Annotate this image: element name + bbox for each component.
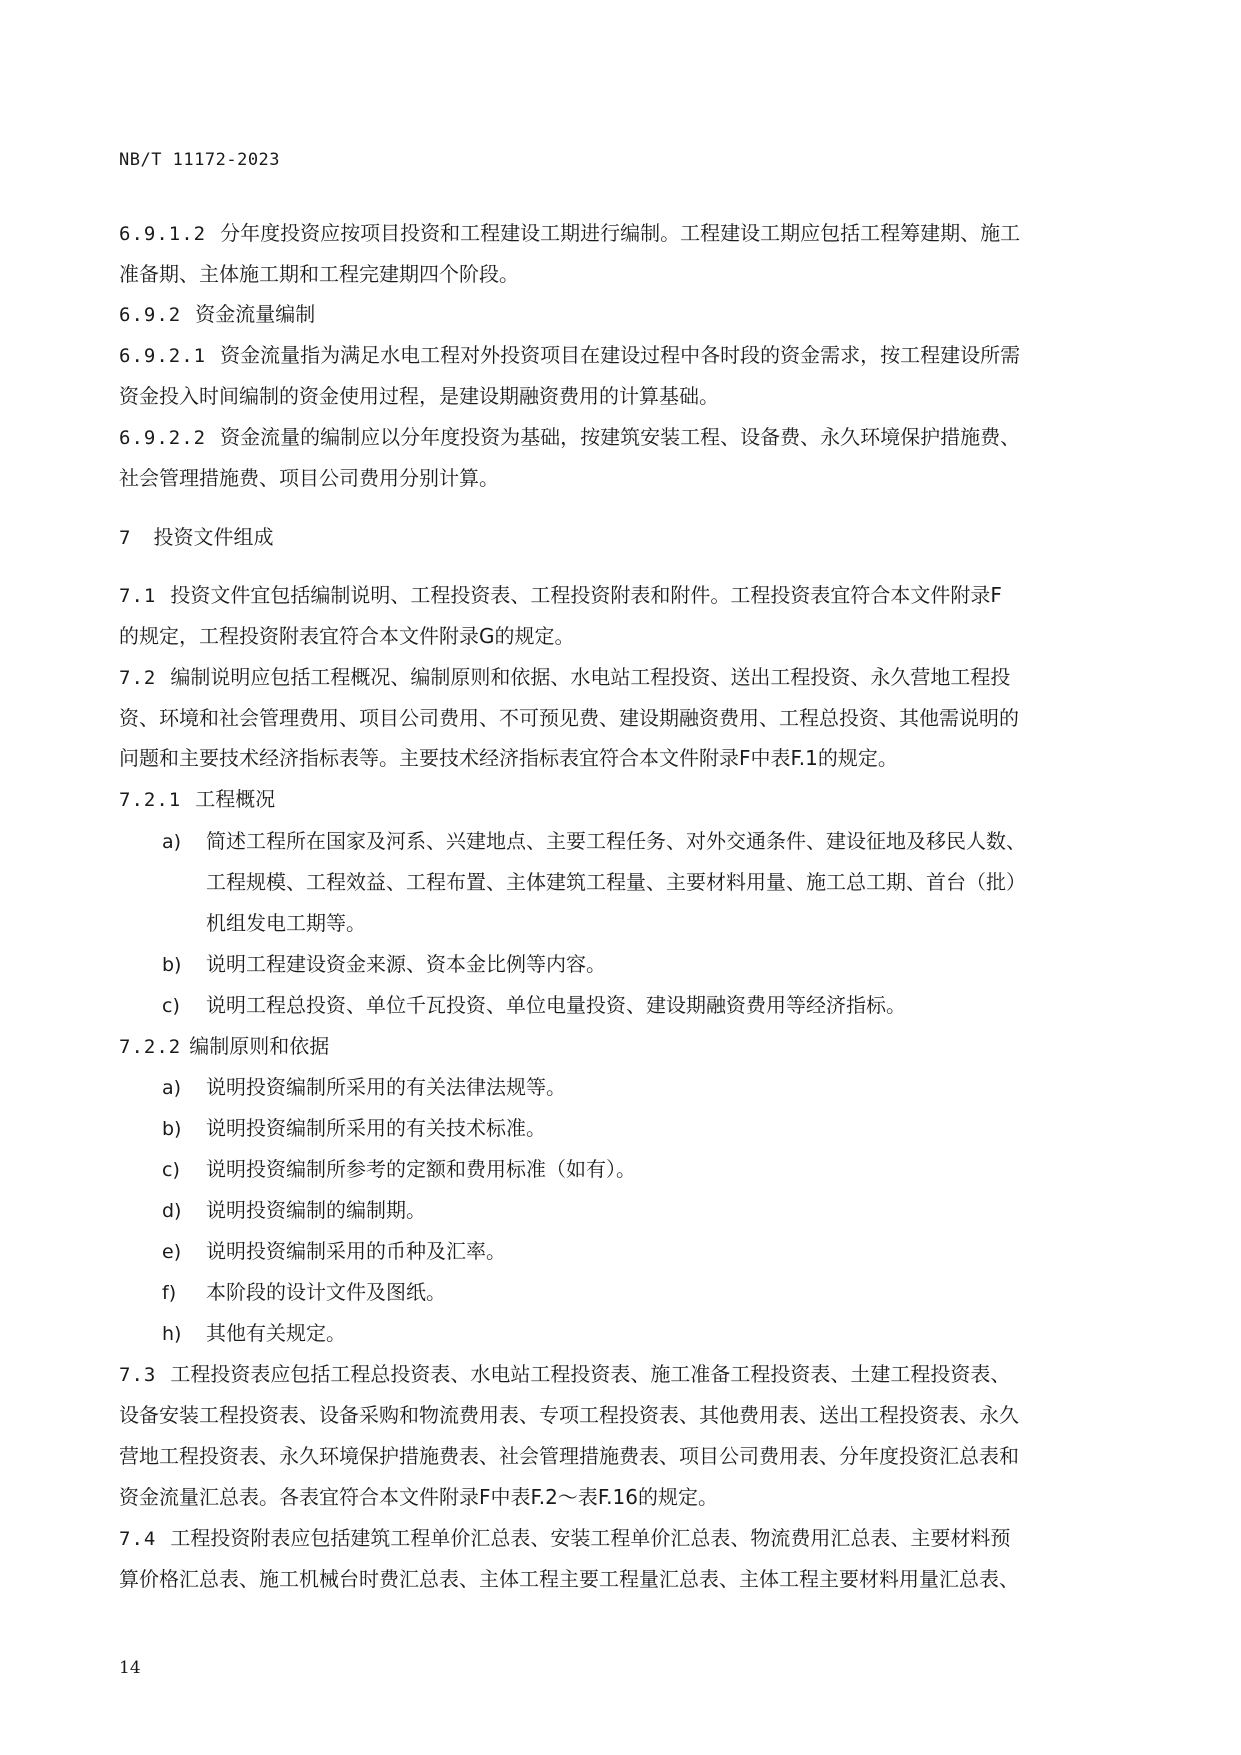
list-item-a-line-3	[206, 911, 366, 935]
clause-6-9-2-1-line-2	[119, 384, 719, 408]
list-marker: d)	[162, 1200, 182, 1222]
paragraph-text: 营地工程投资表、永久环境保护措施费表、社会管理措施费表、项目公司费用表、分年度投资汇总表和	[119, 1444, 1019, 1468]
heading-text: 投资文件组成	[153, 525, 274, 549]
clause-7-1-line-2	[119, 624, 575, 648]
paragraph-text: 投资文件宜包括编制说明、工程投资表、工程投资附表和附件。工程投资表宜符合本文件附录F	[170, 583, 1002, 607]
list-item-e	[162, 1239, 506, 1264]
clause-7-4-line-1	[119, 1526, 1010, 1551]
document-code-header: NB/T 11172-2023	[119, 150, 281, 170]
page-number: 14	[119, 1658, 141, 1678]
list-marker: a)	[162, 831, 182, 853]
paragraph-text: 设备安装工程投资表、设备采购和物流费用表、专项工程投资表、其他费用表、送出工程投资表、永久	[119, 1403, 1019, 1427]
clause-7-3-line-2	[119, 1403, 1019, 1427]
list-item-text: 说明投资编制所采用的有关法律法规等。	[206, 1075, 566, 1099]
list-item-a	[162, 1075, 566, 1100]
clause-6-9-2-2-line-2	[119, 466, 499, 490]
section-heading-7-2-2	[119, 1034, 329, 1059]
clause-6-9-2-2-line-1	[119, 425, 1020, 450]
paragraph-text: 资、环境和社会管理费用、项目公司费用、不可预见费、建设期融资费用、工程总投资、其他需说明的	[119, 706, 1019, 730]
paragraph-text: 编制说明应包括工程概况、编制原则和依据、水电站工程投资、送出工程投资、永久营地工程投	[170, 665, 1011, 689]
clause-number: 6.9.2.2	[119, 427, 207, 449]
list-marker: c)	[162, 995, 180, 1017]
clause-number: 7.3	[119, 1364, 157, 1386]
list-item-d	[162, 1198, 426, 1223]
list-item-text: 说明投资编制采用的币种及汇率。	[206, 1239, 506, 1263]
paragraph-text: 算价格汇总表、施工机械台时费汇总表、主体工程主要工程量汇总表、主体工程主要材料用量汇总表、	[119, 1567, 1019, 1591]
chapter-heading-7	[119, 525, 273, 550]
paragraph-text: 社会管理措施费、项目公司费用分别计算。	[119, 466, 499, 490]
chapter-number: 7	[119, 527, 132, 549]
list-item-a-line-1	[162, 829, 1026, 854]
clause-7-2-line-3	[119, 746, 898, 770]
list-item-text: 简述工程所在国家及河系、兴建地点、主要工程任务、对外交通条件、建设征地及移民人数、	[206, 829, 1026, 853]
list-item-text: 说明投资编制所采用的有关技术标准。	[206, 1116, 546, 1140]
list-item-h	[162, 1321, 346, 1346]
list-marker: a)	[162, 1077, 182, 1099]
list-item-text: 本阶段的设计文件及图纸。	[206, 1280, 446, 1304]
paragraph-text: 工程投资附表应包括建筑工程单价汇总表、安装工程单价汇总表、物流费用汇总表、主要材料预	[170, 1526, 1011, 1550]
section-heading-7-2-1	[119, 787, 275, 812]
clause-7-3-line-3	[119, 1444, 1019, 1468]
clause-7-2-line-1	[119, 665, 1010, 690]
clause-6-9-1-2-line-1	[119, 221, 1020, 246]
list-marker: b)	[162, 1118, 182, 1140]
clause-6-9-2-1-line-1	[119, 343, 1020, 368]
paragraph-text: 资金流量指为满足水电工程对外投资项目在建设过程中各时段的资金需求，按工程建设所需	[220, 343, 1021, 367]
paragraph-text: 资金流量汇总表。各表宜符合本文件附录F中表F.2～表F.16的规定。	[119, 1485, 718, 1509]
heading-text: 工程概况	[195, 787, 276, 811]
section-heading-6-9-2	[119, 302, 315, 327]
clause-number: 7.4	[119, 1528, 157, 1550]
list-item-text: 工程规模、工程效益、工程布置、主体建筑工程量、主要材料用量、施工总工期、首台（批）	[206, 870, 1026, 894]
list-marker: c)	[162, 1159, 180, 1181]
paragraph-text: 资金投入时间编制的资金使用过程，是建设期融资费用的计算基础。	[119, 384, 719, 408]
list-item-text: 说明工程总投资、单位千瓦投资、单位电量投资、建设期融资费用等经济指标。	[206, 993, 906, 1017]
paragraph-text: 工程投资表应包括工程总投资表、水电站工程投资表、施工准备工程投资表、土建工程投资表、	[170, 1362, 1011, 1386]
list-marker: h)	[162, 1323, 182, 1345]
list-item-b	[162, 1116, 546, 1141]
clause-number: 7.2.1	[119, 789, 182, 811]
clause-7-4-line-2	[119, 1567, 1019, 1591]
list-item-text: 说明投资编制所参考的定额和费用标准（如有）。	[206, 1157, 636, 1181]
paragraph-text: 的规定，工程投资附表宜符合本文件附录G的规定。	[119, 624, 575, 648]
list-item-b	[162, 952, 606, 977]
clause-7-2-line-2	[119, 706, 1019, 730]
clause-number: 7.2	[119, 667, 157, 689]
list-item-f	[162, 1280, 446, 1305]
paragraph-text: 分年度投资应按项目投资和工程建设工期进行编制。工程建设工期应包括工程筹建期、施工	[220, 221, 1021, 245]
clause-number: 6.9.2.1	[119, 345, 207, 367]
list-marker: b)	[162, 954, 182, 976]
clause-7-3-line-4	[119, 1485, 718, 1509]
clause-number: 6.9.2	[119, 304, 182, 326]
list-item-text: 其他有关规定。	[206, 1321, 346, 1345]
list-marker: f)	[162, 1282, 177, 1304]
clause-number: 7.2.2	[119, 1036, 182, 1058]
heading-text: 编制原则和依据	[189, 1034, 330, 1058]
clause-number: 6.9.1.2	[119, 223, 207, 245]
clause-7-1-line-1	[119, 583, 1002, 608]
paragraph-text: 准备期、主体施工期和工程完建期四个阶段。	[119, 262, 519, 286]
list-marker: e)	[162, 1241, 182, 1263]
clause-number: 7.1	[119, 585, 157, 607]
clause-6-9-1-2-line-2	[119, 262, 519, 286]
list-item-text: 说明投资编制的编制期。	[206, 1198, 426, 1222]
paragraph-text: 问题和主要技术经济指标表等。主要技术经济指标表宜符合本文件附录F中表F.1的规定。	[119, 746, 898, 770]
list-item-a-line-2	[206, 870, 1026, 894]
clause-7-3-line-1	[119, 1362, 1010, 1387]
list-item-c	[162, 993, 906, 1018]
heading-text: 资金流量编制	[195, 302, 316, 326]
paragraph-text: 资金流量的编制应以分年度投资为基础，按建筑安装工程、设备费、永久环境保护措施费、	[220, 425, 1021, 449]
list-item-c	[162, 1157, 636, 1182]
list-item-text: 机组发电工期等。	[206, 911, 366, 935]
list-item-text: 说明工程建设资金来源、资本金比例等内容。	[206, 952, 606, 976]
